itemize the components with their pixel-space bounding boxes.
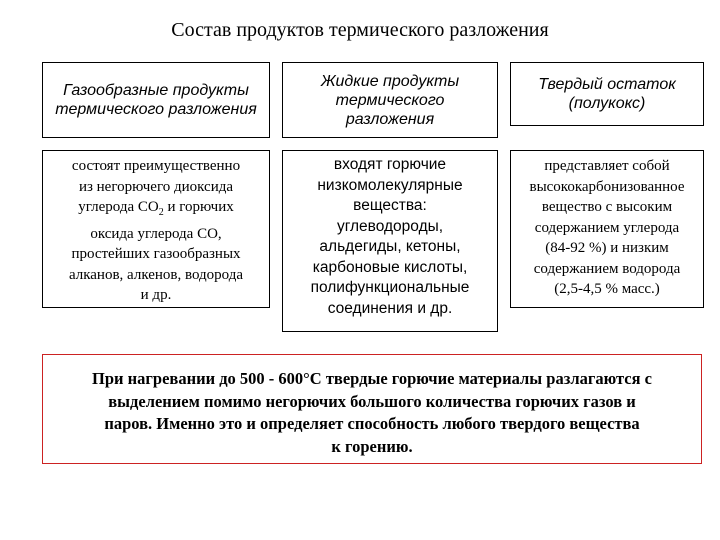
gaseous-line: из негорючего диоксида: [78, 178, 234, 195]
solid-line: содержанием углерода: [534, 219, 680, 236]
solid-line: вещество с высоким: [541, 199, 673, 215]
gaseous-description: [42, 156, 270, 306]
solid-line: представляет собой: [544, 158, 670, 174]
gaseous-line: состоят преимущественно: [71, 158, 241, 174]
solid-line: (84-92 %) и низким: [545, 240, 669, 256]
gaseous-line: алканов, алкенов, водорода: [68, 266, 244, 283]
solid-line: высококарбонизованное: [529, 178, 685, 195]
gaseous-line: [42, 197, 270, 224]
header-gaseous-label: Газообразные продукты термического разложения: [55, 82, 257, 118]
liquid-line: соединения и др.: [327, 299, 453, 317]
liquid-line: вещества:: [353, 197, 427, 214]
liquid-line: углеводороды,: [336, 217, 444, 235]
liquid-line: низкомолекулярные: [317, 176, 463, 194]
co2-text: углерода СО: [78, 199, 159, 215]
gaseous-line: оксида углерода СО,: [90, 225, 222, 242]
liquid-line: альдегиды, кетоны,: [319, 238, 461, 255]
liquid-line: полифункциональные: [310, 279, 470, 296]
gaseous-line: простейших газообразных: [71, 246, 241, 262]
header-liquid-products: [282, 62, 498, 138]
summary-line: паров. Именно это и определяет способность любого твердого вещества: [104, 414, 640, 433]
summary-line: к горению.: [331, 436, 413, 456]
page-title: Состав продуктов термического разложения: [171, 19, 549, 41]
header-gaseous-products: [42, 62, 270, 138]
co2-tail: и горючих: [163, 199, 234, 215]
liquid-line: карбоновые кислоты,: [312, 258, 468, 276]
gaseous-line: и др.: [140, 287, 172, 303]
liquid-line: входят горючие: [333, 156, 447, 173]
header-solid-residue: [510, 62, 704, 126]
liquid-description: [282, 155, 498, 319]
solid-description: [510, 156, 704, 300]
summary-line: выделением помимо негорючих большого количества горючих газов и: [108, 391, 636, 411]
solid-line: (2,5-4,5 % масс.): [554, 281, 660, 297]
solid-line: содержанием водорода: [533, 260, 681, 277]
header-solid-label: Твердый остаток (полукокс): [538, 76, 676, 112]
summary-line: При нагревании до 500 - 600°С твердые горючие материалы разлагаются с: [92, 369, 652, 388]
co2-subscript: 2: [158, 207, 164, 218]
header-liquid-label: Жидкие продукты термического разложения: [320, 72, 460, 128]
summary-box: [42, 354, 702, 464]
